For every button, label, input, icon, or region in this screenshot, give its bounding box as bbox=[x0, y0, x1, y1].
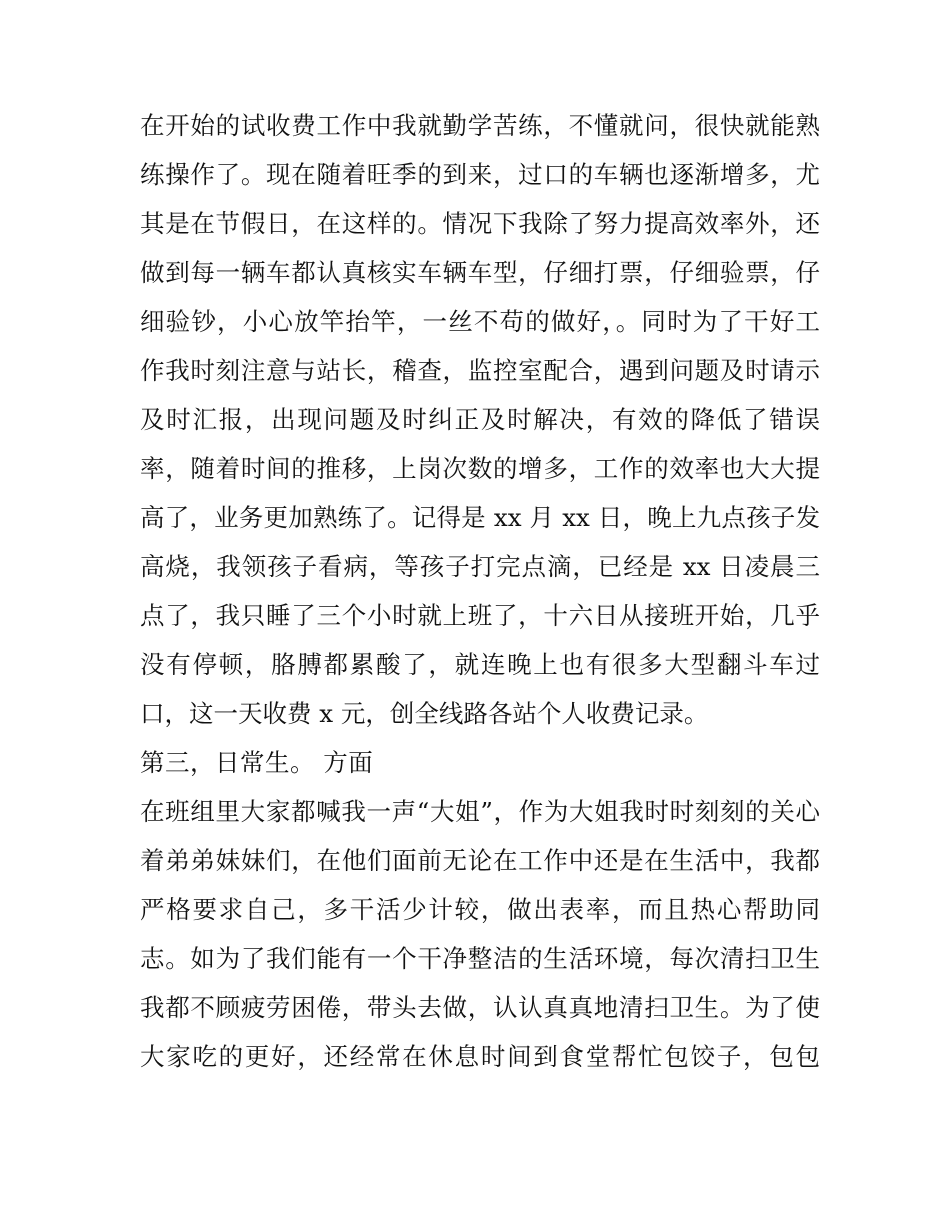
paragraph-line: 在班组里大家都喊我一声“大姐”，作为大姐我时时刻刻的关心 bbox=[140, 797, 820, 826]
paragraph-line: 没有停顿，胳膊都累酸了，就连晚上也有很多大型翻斗车过 bbox=[140, 650, 820, 679]
section-heading: 第三，日常生。 方面 bbox=[140, 748, 374, 777]
paragraph-line: 练操作了。现在随着旺季的到来，过口的车辆也逐渐增多，尤 bbox=[140, 160, 820, 189]
paragraph-line: 口，这一天收费 x 元，创全线路各站个人收费记录。 bbox=[140, 699, 709, 728]
paragraph-line: 高烧，我领孩子看病，等孩子打完点滴，已经是 xx 日凌晨三 bbox=[140, 552, 820, 581]
paragraph-line: 其是在节假日，在这样的。情况下我除了努力提高效率外，还 bbox=[140, 209, 820, 238]
paragraph-line: 点了，我只睡了三个小时就上班了，十六日从接班开始，几乎 bbox=[140, 601, 820, 630]
paragraph-line: 及时汇报，出现问题及时纠正及时解决，有效的降低了错误 bbox=[140, 405, 820, 434]
paragraph-line: 在开始的试收费工作中我就勤学苦练，不懂就问，很快就能熟 bbox=[140, 111, 820, 140]
document-body bbox=[140, 101, 820, 1081]
paragraph-line: 着弟弟妹妹们，在他们面前无论在工作中还是在生活中，我都 bbox=[140, 846, 820, 875]
paragraph-line: 率，随着时间的推移，上岗次数的增多，工作的效率也大大提 bbox=[140, 454, 820, 483]
paragraph-line: 我都不顾疲劳困倦，带头去做，认认真真地清扫卫生。为了使 bbox=[140, 993, 820, 1022]
paragraph-line: 做到每一辆车都认真核实车辆车型，仔细打票，仔细验票，仔 bbox=[140, 258, 820, 287]
paragraph-line: 细验钞，小心放竿抬竿，一丝不苟的做好，。同时为了干好工 bbox=[140, 307, 820, 336]
paragraph-line: 严格要求自己，多干活少计较，做出表率，而且热心帮助同 bbox=[140, 895, 820, 924]
paragraph-line: 高了，业务更加熟练了。记得是 xx 月 xx 日，晚上九点孩子发 bbox=[140, 503, 820, 532]
paragraph-line: 大家吃的更好，还经常在休息时间到食堂帮忙包饺子，包包 bbox=[140, 1042, 820, 1071]
paragraph-line: 作我时刻注意与站长，稽查，监控室配合，遇到问题及时请示 bbox=[140, 356, 820, 385]
paragraph-line: 志。如为了我们能有一个干净整洁的生活环境，每次清扫卫生 bbox=[140, 944, 820, 973]
